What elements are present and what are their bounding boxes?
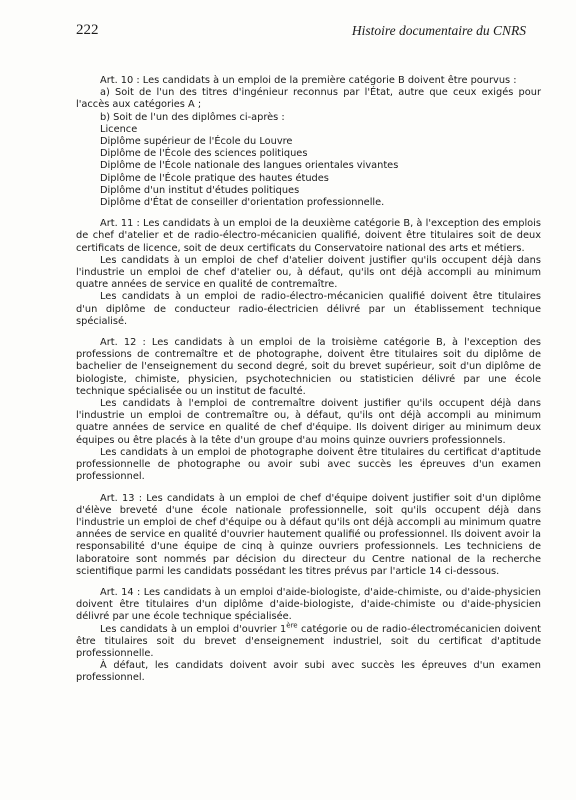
diploma-list-item: Diplôme de l'École pratique des hautes études	[100, 172, 329, 184]
article-10-b: b) Soit de l'un des diplômes ci-après :	[100, 111, 285, 123]
superscript: ère	[286, 621, 298, 630]
article-14-text: Les candidats à un emploi d'ouvrier 1	[100, 623, 287, 635]
article-10-a: a) Soit de l'un des titres d'ingénieur reconnus par l'État, autre que ceux exigés pour l'accès aux catégories A ;	[76, 87, 541, 111]
article-14-paragraph: À défaut, les candidats doivent avoir subi avec succès les épreuves d'un examen professionnel.	[76, 660, 541, 684]
article-11	[76, 218, 541, 328]
diploma-list-item: Diplôme de l'École des sciences politiques	[100, 148, 308, 160]
article-11-paragraph: Art. 11 : Les candidats à un emploi de la deuxième catégorie B, à l'exception des emplois de chef d'atelier et de radio-électro-mécanicien qualifié, doivent être titulaires soit de deux certificats de licence, soit de deux certificats du Conservatoire national des arts et métiers.	[76, 218, 541, 254]
diploma-list-item: Licence	[100, 123, 138, 135]
article-11-paragraph: Les candidats à un emploi de chef d'atelier doivent justifier qu'ils occupent déjà dans l'industrie un emploi de chef d'atelier ou, à défaut, qu'ils ont déjà accompli au minimum quatre années de service en qualité de contremaître.	[76, 254, 541, 291]
diploma-list-item: Diplôme supérieur de l'École du Louvre	[100, 136, 293, 148]
article-10-intro: Art. 10 : Les candidats à un emploi de la première catégorie B doivent être pourvus :	[100, 75, 517, 86]
diploma-list-item: Diplôme de l'École nationale des langues orientales vivantes	[100, 160, 399, 172]
running-title: Histoire documentaire du CNRS	[351, 23, 526, 38]
article-10	[76, 75, 541, 209]
article-12	[76, 337, 541, 483]
article-14	[76, 587, 541, 685]
article-14-paragraph: Art. 14 : Les candidats à un emploi d'aide-biologiste, d'aide-chimiste, ou d'aide-physicien doivent être titulaires d'un diplôme d'aide-biologiste, d'aide-chimiste ou d'aide-physicien délivré par une école technique spécialisée.	[76, 586, 541, 623]
article-14-text: catégorie ou de radio-électromécanicien doivent être titulaires soit du brevet d'enseignement industriel, soit du certificat d'aptitude professionnelle.	[76, 623, 541, 659]
article-12-paragraph: Les candidats à un emploi de photographe doivent être titulaires du certificat d'aptitude professionnelle de photographe ou avoir subi avec succès les épreuves d'un examen professionnel.	[76, 446, 541, 483]
article-12-paragraph: Art. 12 : Les candidats à un emploi de la troisième catégorie B, à l'exception des professions de contremaître et de photographe, doivent être titulaires soit du diplôme de bachelier de l'enseignement du second degré, soit du brevet supérieur, soit d'un diplôme de biologiste, chimiste, physicien, psychotechnicien ou statisticien délivré par une école technique spécialisée ou un institut de faculté.	[76, 337, 541, 397]
page-number: 222	[76, 22, 99, 38]
document-body	[76, 75, 541, 685]
article-12-paragraph: Les candidats à l'emploi de contremaître doivent justifier qu'ils occupent déjà dans l'industrie un emploi de contremaître ou, à défaut, qu'ils ont déjà accompli au minimum quatre années de service en qualité de chef d'équipe. Ils doivent diriger au minimum deux équipes ou être placés à la tête d'un groupe d'au moins quinze ouvriers professionnels.	[76, 398, 541, 446]
article-11-paragraph: Les candidats à un emploi de radio-électro-mécanicien qualifié doivent être titulaires d'un diplôme de conducteur radio-électricien délivré par un établissement technique spécialisé.	[76, 291, 541, 327]
diploma-list-item: Diplôme d'un institut d'études politiques	[100, 184, 300, 196]
diploma-list-item: Diplôme d'État de conseiller d'orientation professionnelle.	[100, 197, 385, 209]
article-13-paragraph: Art. 13 : Les candidats à un emploi de chef d'équipe doivent justifier soit d'un diplôme d'élève breveté d'une école nationale professionnelle, soit qu'ils occupent déjà dans l'industrie un emploi de chef d'équipe ou à défaut qu'ils ont déjà accompli au minimum quatre années de service en qualité d'ouvrier hautement qualifié ou professionnel. Ils doivent avoir la responsabilité d'une équipe de cinq à quinze ouvriers professionnels. Les techniciens de laboratoire sont nommés par décision du directeur du Centre national de la recherche scientifique parmi les candidats possédant les titres prévus par l'article 14 ci-dessous.	[76, 492, 541, 577]
article-13	[76, 493, 541, 578]
article-14-paragraph	[76, 621, 541, 661]
